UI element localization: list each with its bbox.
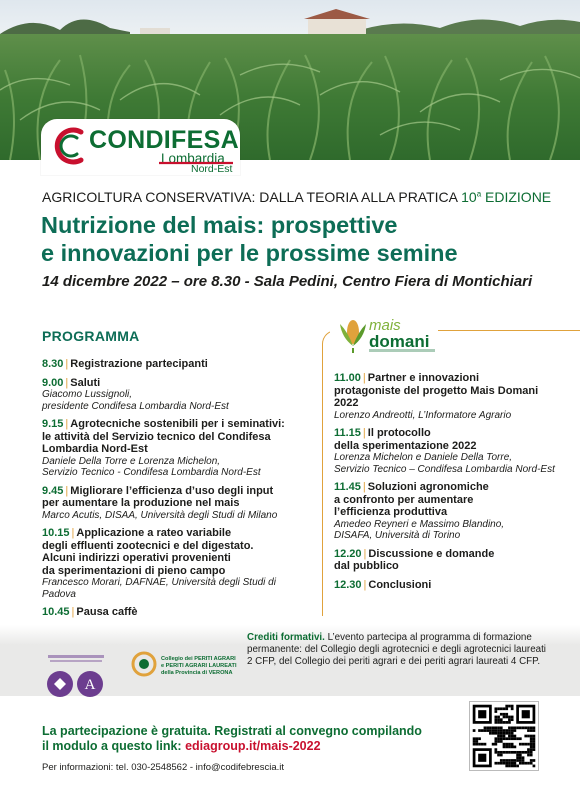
program-item <box>334 481 564 542</box>
program-heading: PROGRAMMA <box>42 328 140 344</box>
program-item <box>42 418 312 479</box>
program-item-speaker: DISAFA, Università di Torino <box>334 530 461 541</box>
program-item <box>334 372 564 421</box>
program-item <box>42 377 312 413</box>
program-item-time: 11.00 <box>334 372 361 384</box>
program-item-title: 9.45 | Migliorare l’efficienza d’uso degli input per aumentare la produzione nel mais <box>42 484 274 509</box>
program-item-speaker: Servizio Tecnico – Condifesa Lombardia Nord-Est <box>334 463 555 475</box>
program-item-time: 10.15 <box>42 527 70 539</box>
separator-bar: | <box>363 578 367 591</box>
program-item-speaker: Daniele Della Torre e Lorenza Michelon, <box>42 455 221 467</box>
separator-bar: | <box>71 606 75 618</box>
edition-label: 10$^a$ EDIZIONE <box>461 189 552 205</box>
separator-bar: | <box>65 418 69 430</box>
domani-word: domani <box>369 332 430 351</box>
program-item <box>334 579 564 592</box>
program-item-time: 9.45 <box>42 484 64 497</box>
program-item <box>334 427 564 475</box>
contact-info: Per informazioni: tel. 030-2548562 - info@codifebrescia.it <box>42 762 284 773</box>
program-item-title: 8.30 | Registrazione partecipanti <box>42 358 208 370</box>
separator-bar: | <box>362 481 366 493</box>
mais-domani-logo <box>336 312 446 354</box>
program-item-time: 9.00 <box>42 376 64 389</box>
periti-agrari-logo-icon <box>133 653 155 675</box>
program-item-speaker: Lorenza Michelon e Daniele Della Torre, <box>334 452 513 463</box>
logo-swoosh-icon <box>159 149 235 169</box>
program-item-time: 8.30 <box>42 358 64 370</box>
program-item-speaker: Servizio Tecnico - Condifesa Lombardia Nord-Est <box>42 467 261 478</box>
program-item-speaker: Lorenzo Andreotti, L’Informatore Agrario <box>334 409 512 421</box>
program-item-speaker: Amedeo Reyneri e Massimo Blandino, <box>334 518 505 530</box>
program-item <box>42 527 312 600</box>
svg-text:A: A <box>84 677 96 693</box>
program-item-title: 12.20 | Discussione e domande dal pubblico <box>334 547 495 572</box>
program-left-column <box>42 358 312 625</box>
separator-bar: | <box>362 372 366 384</box>
program-item-speaker: presidente Condifesa Lombardia Nord-Est <box>42 400 229 412</box>
separator-bar: | <box>65 376 69 389</box>
logo-brand-text: CONDIFESA <box>89 126 239 154</box>
corn-cob-icon <box>340 320 366 353</box>
program-item-time: 11.15 <box>334 427 361 439</box>
separator-bar: | <box>65 484 69 497</box>
program-item-time: 12.30 <box>334 578 362 591</box>
program-item-title: 9.15 | Agrotecniche sostenibili per i seminativi: le attività del Servizio tecnico del Condifesa Lombardia Nord-Est <box>42 418 285 455</box>
event-series: AGRICOLTURA CONSERVATIVA: DALLA TEORIA ALLA PRATICA 10$^a$ EDIZIONE <box>42 189 552 205</box>
svg-text:della Provincia di VERONA: della Provincia di VERONA <box>161 670 233 676</box>
program-item <box>42 606 312 619</box>
program-item-time: 10.45 <box>42 606 70 618</box>
credits-text: Crediti formativi. L’evento partecipa al programma di formazione permanente: del Collegio degli agrotecnici e degli agrotecnici laureati 2 CFP, del Collegio dei periti agrari e dei periti agrari laureati 4 CFP. <box>247 632 546 667</box>
svg-text:e PERITI AGRARI LAUREATI: e PERITI AGRARI LAUREATI <box>161 663 237 669</box>
separator-bar: | <box>71 527 75 539</box>
program-item <box>334 548 564 573</box>
program-item-title: 10.45 | Pausa caffè <box>42 606 138 618</box>
program-item-title: 9.00 | Saluti <box>42 376 101 389</box>
program-item-time: 12.20 <box>334 547 362 560</box>
program-item-title: 10.15 | Applicazione a rateo variabile degli effluenti zootecnici e del digestato. Alcuni indirizzi operativi provenienti da sperimentazioni di pieno campo <box>42 527 254 577</box>
participation-text: La partecipazione è gratuita. Registrati al convegno compilando il modulo a questo link: ediagroup.it/mais-2022 <box>42 724 422 753</box>
logo-region-text: Lombardia <box>161 151 225 166</box>
mais-word: mais <box>369 317 401 334</box>
credit-logos <box>40 640 240 710</box>
program-item-speaker: Giacomo Lussignoli, <box>42 389 133 400</box>
registration-qr-code[interactable] <box>469 701 539 771</box>
agrotecnici-logo-icon <box>47 655 104 697</box>
event-dateline: 14 dicembre 2022 – ore 8.30 - Sala Pedini, Centro Fiera di Montichiari <box>42 273 533 290</box>
qr-code-icon <box>470 702 538 770</box>
registration-link[interactable]: ediagroup.it/mais-2022 <box>185 739 321 753</box>
program-item <box>42 485 312 522</box>
program-item-speaker: Marco Acutis, DISAA, Università degli Studi di Milano <box>42 509 278 521</box>
program-item-title: 12.30 | Conclusioni <box>334 578 432 591</box>
condifesa-c-mark-icon <box>51 126 85 166</box>
program-item-speaker: Francesco Morari, DAFNAE, Università degli Studi di Padova <box>42 577 276 600</box>
program-right-column <box>334 372 564 597</box>
separator-bar: | <box>363 547 367 560</box>
event-title: Nutrizione del mais: prospettive e innovazioni per le prossime semine <box>41 212 458 266</box>
program-item-time: 9.15 <box>42 418 64 430</box>
program-item-title: 11.45 | Soluzioni agronomiche a confronto per aumentare l’efficienza produttiva <box>334 481 489 518</box>
condifesa-logo <box>41 119 240 175</box>
svg-text:Collegio dei PERITI AGRARI: Collegio dei PERITI AGRARI <box>161 656 236 662</box>
program-item-time: 11.45 <box>334 481 361 493</box>
logo-area-text: Nord-Est <box>191 163 233 175</box>
separator-bar: | <box>65 358 69 370</box>
program-item-title: 11.00 | Partner e innovazioni protagoniste del progetto Mais Domani 2022 <box>334 372 539 409</box>
program-item <box>42 358 312 371</box>
separator-bar: | <box>362 427 366 439</box>
program-item-title: 11.15 | Il protocollo della sperimentazione 2022 <box>334 427 477 452</box>
